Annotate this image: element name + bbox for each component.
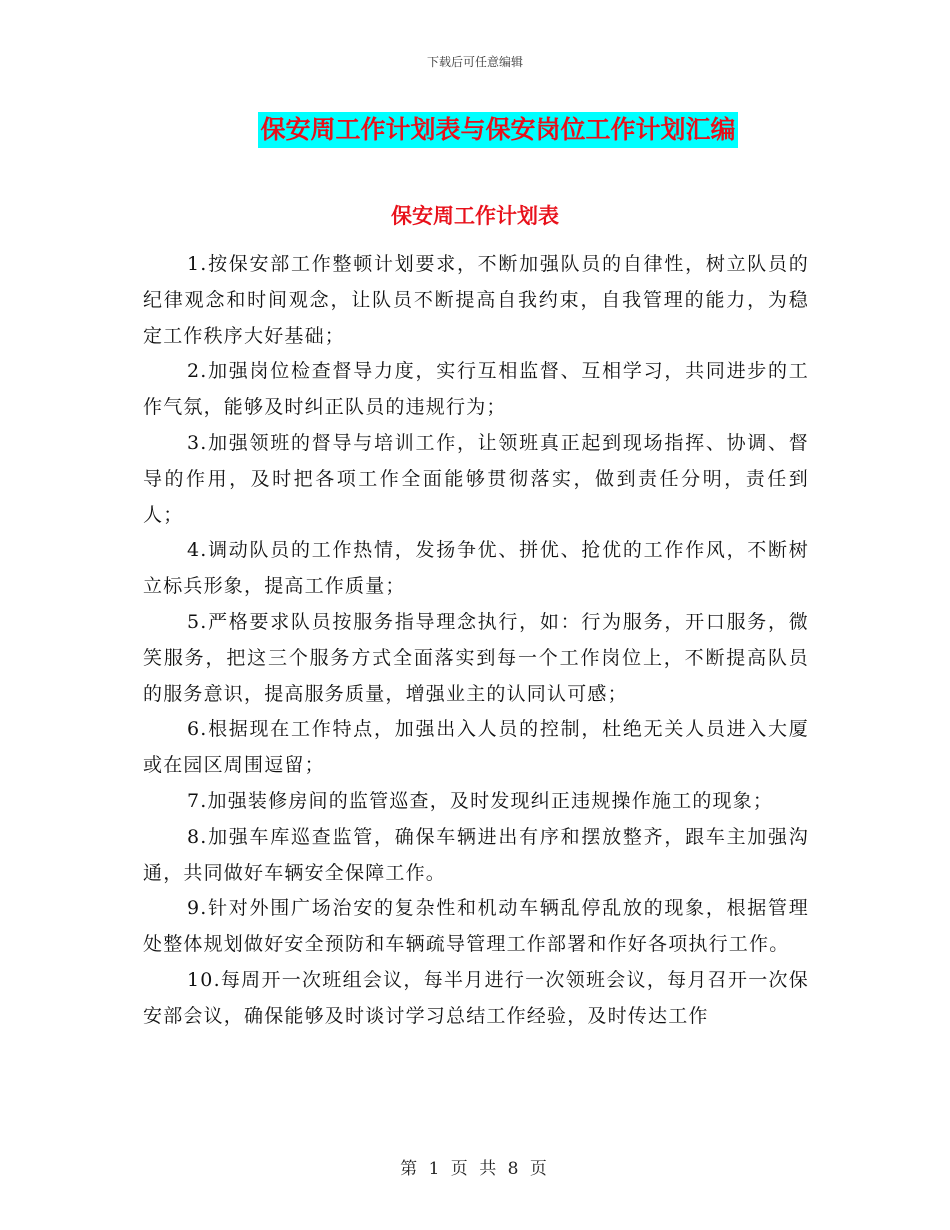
section-title: 保安周工作计划表 (391, 203, 559, 228)
header-note: 下载后可任意编辑 (426, 55, 523, 69)
paragraph-10: 10.每周开一次班组会议，每半月进行一次领班会议，每月召开一次保安部会议，确保能够及时谈讨学习总结工作经验，及时传达工作 (143, 968, 809, 1027)
document-title-container (0, 112, 950, 148)
paragraph-4: 4.调动队员的工作热情，发扬争优、拼优、抢优的工作作风，不断树立标兵形象，提高工作质量； (143, 539, 809, 598)
paragraph-1: 1.按保安部工作整顿计划要求，不断加强队员的自律性，树立队员的纪律观念和时间观念，让队员不断提高自我约束，自我管理的能力，为稳定工作秩序大好基础； (143, 253, 809, 347)
paragraph-5: 5.严格要求队员按服务指导理念执行，如：行为服务，开口服务，微笑服务，把这三个服务方式全面落实到每一个工作岗位上，不断提高队员的服务意识，提高服务质量，增强业主的认同认可感； (143, 610, 809, 705)
document-title: 保安周工作计划表与保安岗位工作计划汇编 (258, 112, 737, 148)
document-body (143, 247, 809, 1035)
paragraph-3: 3.加强领班的督导与培训工作，让领班真正起到现场指挥、协调、督导的作用，及时把各项工作全面能够贯彻落实，做到责任分明，责任到人； (143, 431, 809, 526)
paragraph-8: 8.加强车库巡查监管，确保车辆进出有序和摆放整齐，跟车主加强沟通，共同做好车辆安全保障工作。 (143, 825, 809, 884)
paragraph-7: 7.加强装修房间的监管巡查，及时发现纠正违规操作施工的现象； (187, 789, 774, 812)
page-footer: 第 1 页 共 8 页 (400, 1159, 550, 1179)
paragraph-2: 2.加强岗位检查督导力度，实行互相监督、互相学习，共同进步的工作气氛，能够及时纠正队员的违规行为； (143, 360, 809, 419)
paragraph-9: 9.针对外围广场治安的复杂性和机动车辆乱停乱放的现象，根据管理处整体规划做好安全预防和车辆疏导管理工作部署和作好各项执行工作。 (143, 897, 809, 956)
paragraph-6: 6.根据现在工作特点，加强出入人员的控制，杜绝无关人员进入大厦或在园区周围逗留； (143, 718, 809, 777)
